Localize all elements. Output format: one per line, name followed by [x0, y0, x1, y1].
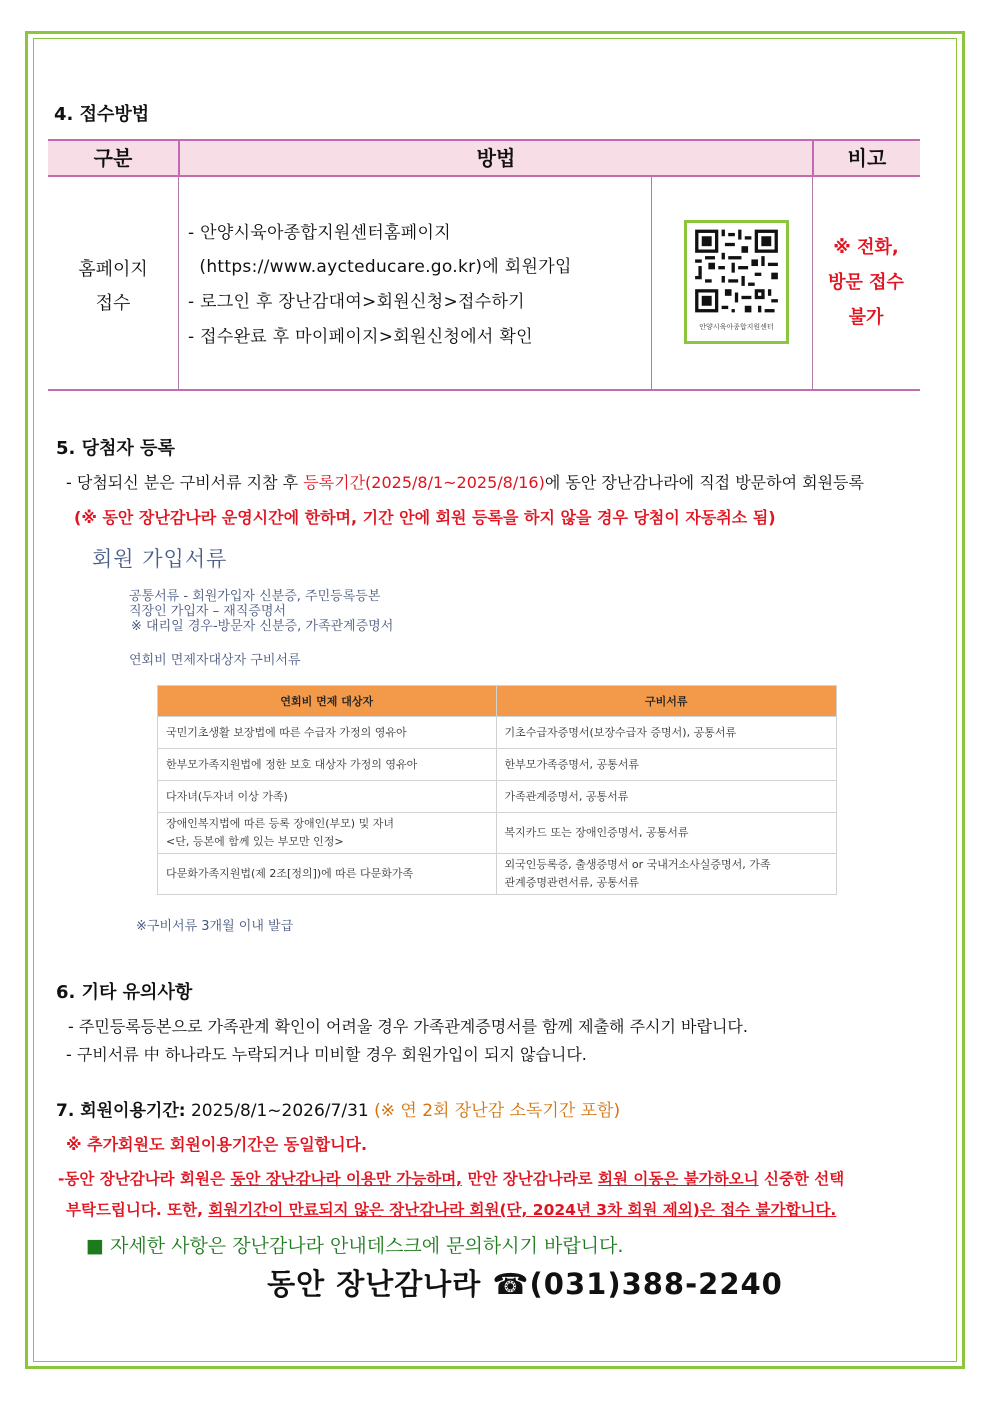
section4-heading: 4. 접수방법 [54, 104, 150, 125]
docs-title: 회원 가입서류 [92, 547, 228, 571]
docs-table-header-target: 연회비 면제 대상자 [158, 686, 497, 717]
qr-caption: 안양시육아종합지원센터 [699, 323, 774, 331]
method-line-3: - 로그인 후 장난감대여>회원신청>접수하기 [188, 292, 525, 312]
docs-exempt-title: 연회비 면제자대상자 구비서류 [129, 653, 301, 668]
method-line-2: (https://www.aycteducare.go.kr)에 회원가입 [188, 257, 572, 277]
section6-heading: 6. 기타 유의사항 [56, 982, 193, 1003]
note-cell: ※ 전화, 방문 접수 불가 [828, 237, 904, 328]
table-row: 다문화가족지원법(제 2조[정의])에 따른 다문화가족 외국인등록증, 출생증명서 or 국내거소사실증명서, 가족 관계증명관련서류, 공통서류 [158, 854, 837, 895]
section7-note3: 부탁드립니다. 또한, 회원기간이 만료되지 않은 장난감나라 회원(단, 2024년 3차 회원 제외)은 접수 불가합니다. [66, 1201, 837, 1219]
section6-line2: - 구비서류 中 하나라도 누락되거나 미비할 경우 회원가입이 되지 않습니다. [66, 1045, 587, 1064]
method-line-1: - 안양시육아종합지원센터홈페이지 [188, 223, 451, 243]
table-row: 국민기초생활 보장법에 따른 수급자 가정의 영유아 기초수급자증명서(보장수급자 증명서), 공통서류 [158, 717, 837, 749]
category-cell: 홈페이지 접수 [78, 259, 148, 314]
docs-table [157, 685, 837, 895]
info-line: ■ 자세한 사항은 장난감나라 안내데스크에 문의하시기 바랍니다. [86, 1235, 624, 1257]
contact-line: 동안 장난감나라 ☎(031)388-2240 [267, 1267, 783, 1301]
method-line-4: - 접수완료 후 마이페이지>회원신청에서 확인 [188, 327, 533, 347]
section5-heading: 5. 당첨자 등록 [56, 438, 175, 459]
section5-line2: (※ 동안 장난감나라 운영시간에 한하며, 기간 안에 회원 등록을 하지 않을 경우 당첨이 자동취소 됨) [74, 508, 776, 527]
qr-icon [687, 223, 786, 319]
header-note: 비고 [847, 146, 887, 170]
docs-common-1: 공통서류 - 회원가입자 신분증, 주민등록등본 [129, 589, 381, 604]
section5-line1: - 당첨되신 분은 구비서류 지참 후 등록기간(2025/8/1~2025/8/16)에 동안 장난감나라에 직접 방문하여 회원등록 [66, 473, 864, 492]
header-category: 구분 [93, 146, 133, 170]
section7-note2: -동안 장난감나라 회원은 동안 장난감나라 이용만 가능하며, 만안 장난감나라로 회원 이동은 불가하오니 신중한 선택 [58, 1170, 845, 1188]
table-row: 한부모가족지원법에 정한 보호 대상자 가정의 영유아 한부모가족증명서, 공통서류 [158, 749, 837, 781]
section7-period-line: 7. 회원이용기간: 2025/8/1~2026/7/31 (※ 연 2회 장난감 소독기간 포함) [56, 1101, 621, 1121]
table-row: 장애인복지법에 따른 등록 장애인(부모) 및 자녀 <단, 등본에 함께 있는 부모만 인정> 복지카드 또는 장애인증명서, 공통서류 [158, 813, 837, 854]
docs-table-header-docs: 구비서류 [496, 686, 837, 717]
table-row: 다자녀(두자녀 이상 가족) 가족관계증명서, 공통서류 [158, 781, 837, 813]
docs-common-2: 직장인 가입자 – 재직증명서 [129, 604, 287, 619]
docs-common-3: ※ 대리일 경우-방문자 신분증, 가족관계증명서 [131, 619, 394, 634]
section6-line1: - 주민등록등본으로 가족관계 확인이 어려울 경우 가족관계증명서를 함께 제출해 주시기 바랍니다. [68, 1017, 748, 1036]
section7-note1: ※ 추가회원도 회원이용기간은 동일합니다. [66, 1135, 368, 1154]
header-method: 방법 [476, 146, 516, 170]
docs-footnote: ※구비서류 3개월 이내 발급 [136, 919, 294, 934]
qr-code[interactable] [684, 220, 789, 344]
